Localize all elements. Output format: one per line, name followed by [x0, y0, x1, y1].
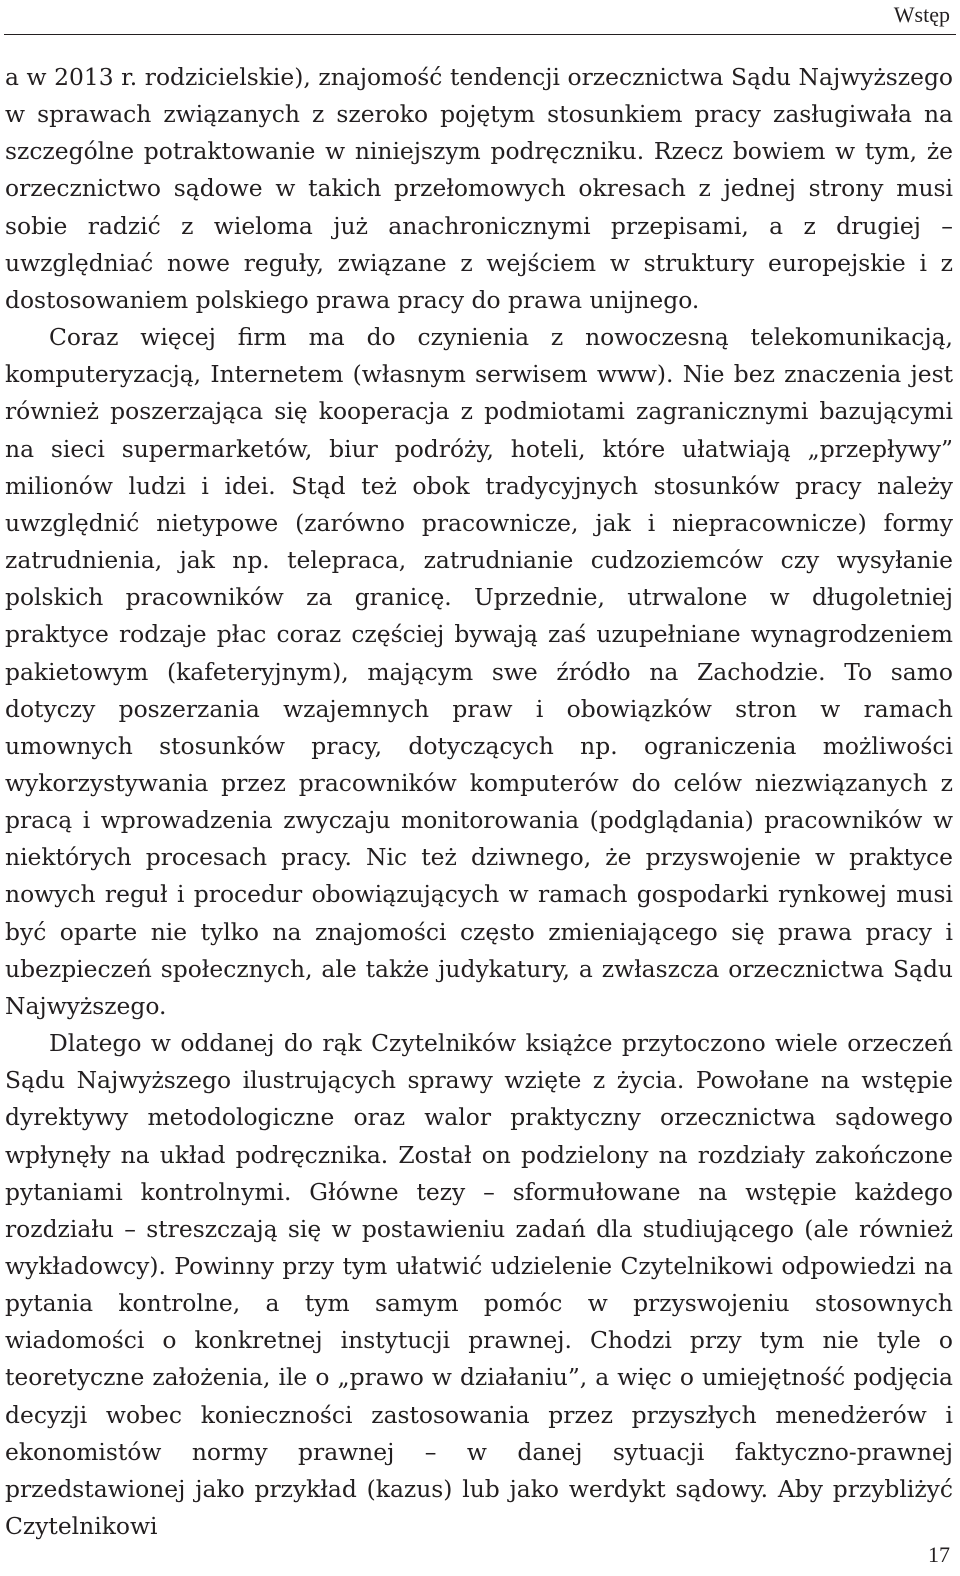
running-header [0, 0, 960, 34]
page-number: 17 [928, 1542, 950, 1567]
header-rule [4, 34, 956, 35]
body-text [5, 59, 953, 1545]
paragraph-3: Dlatego w oddanej do rąk Czytelników książce przytoczono wiele orzeczeń Sądu Najwyższego ilustrujących sprawy wzięte z życia. Powołane na wstępie dyrektywy metodologiczne oraz walor praktyczny orzecznictwa sądowego wpłynęły na układ podręcznika. Został on podzielony na rozdziały zakończone pytaniami kontrolnymi. Główne tezy – sformułowane na wstępie każdego rozdziału – streszczają się w postawieniu zadań dla studiującego (ale również wykładowcy). Powinny przy tym ułatwić udzielenie Czytelnikowi odpowiedzi na pytania kontrolne, a tym samym pomóc w przyswojeniu stosownych wiadomości o konkretnej instytucji prawnej. Chodzi przy tym nie tyle o teoretyczne założenia, ile o „prawo w działaniu”, a więc o umiejętność podjęcia decyzji wobec konieczności zastosowania przez przyszłych menedżerów i ekonomistów normy prawnej – w danej sytuacji faktyczno-prawnej przedstawionej jako przykład (kazus) lub jako werdykt sądowy. Aby przybliżyć Czytelnikowi [5, 1029, 953, 1541]
paragraph-1: a w 2013 r. rodzicielskie), znajomość tendencji orzecznictwa Sądu Najwyższego w sprawach związanych z szeroko pojętym stosunkiem pracy zasługiwała na szczególne potraktowanie w niniejszym podręczniku. Rzecz bowiem w tym, że orzecznictwo sądowe w takich przełomowych okresach z jednej strony musi sobie radzić z wieloma już anachronicznymi przepisami, a z drugiej – uwzględniać nowe reguły, związane z wejściem w struktury europejskie i z dostosowaniem polskiego prawa pracy do prawa unijnego. [5, 63, 953, 314]
running-header-title: Wstęp [893, 2, 950, 27]
paragraph-2: Coraz więcej firm ma do czynienia z nowoczesną telekomunikacją, komputeryzacją, Internetem (własnym serwisem www). Nie bez znaczenia jest również poszerzająca się kooperacja z podmiotami zagranicznymi bazującymi na sieci supermarketów, biur podróży, hoteli, które ułatwiają „przepływy” milionów ludzi i idei. Stąd też obok tradycyjnych stosunków pracy należy uwzględnić nietypowe (zarówno pracownicze, jak i niepracownicze) formy zatrudnienia, jak np. telepraca, zatrudnianie cudzoziemców czy wysyłanie polskich pracowników za granicę. Uprzednie, utrwalone w długoletniej praktyce rodzaje płac coraz częściej bywają zaś uzupełniane wynagrodzeniem pakietowym (kafeteryjnym), mającym swe źródło na Zachodzie. To samo dotyczy poszerzania wzajemnych praw i obowiązków stron w ramach umownych stosunków pracy, dotyczących np. ograniczenia możliwości wykorzystywania przez pracowników komputerów do celów niezwiązanych z pracą i wprowadzenia zwyczaju monitorowania (podglądania) pracowników w niektórych procesach pracy. Nic też dziwnego, że przyswojenie w praktyce nowych reguł i procedur obowiązujących w ramach gospodarki rynkowej musi być oparte nie tylko na znajomości często zmieniającego się prawa pracy i ubezpieczeń społecznych, ale także judykatury, a zwłaszcza orzecznictwa Sądu Najwyższego. [5, 323, 953, 1020]
